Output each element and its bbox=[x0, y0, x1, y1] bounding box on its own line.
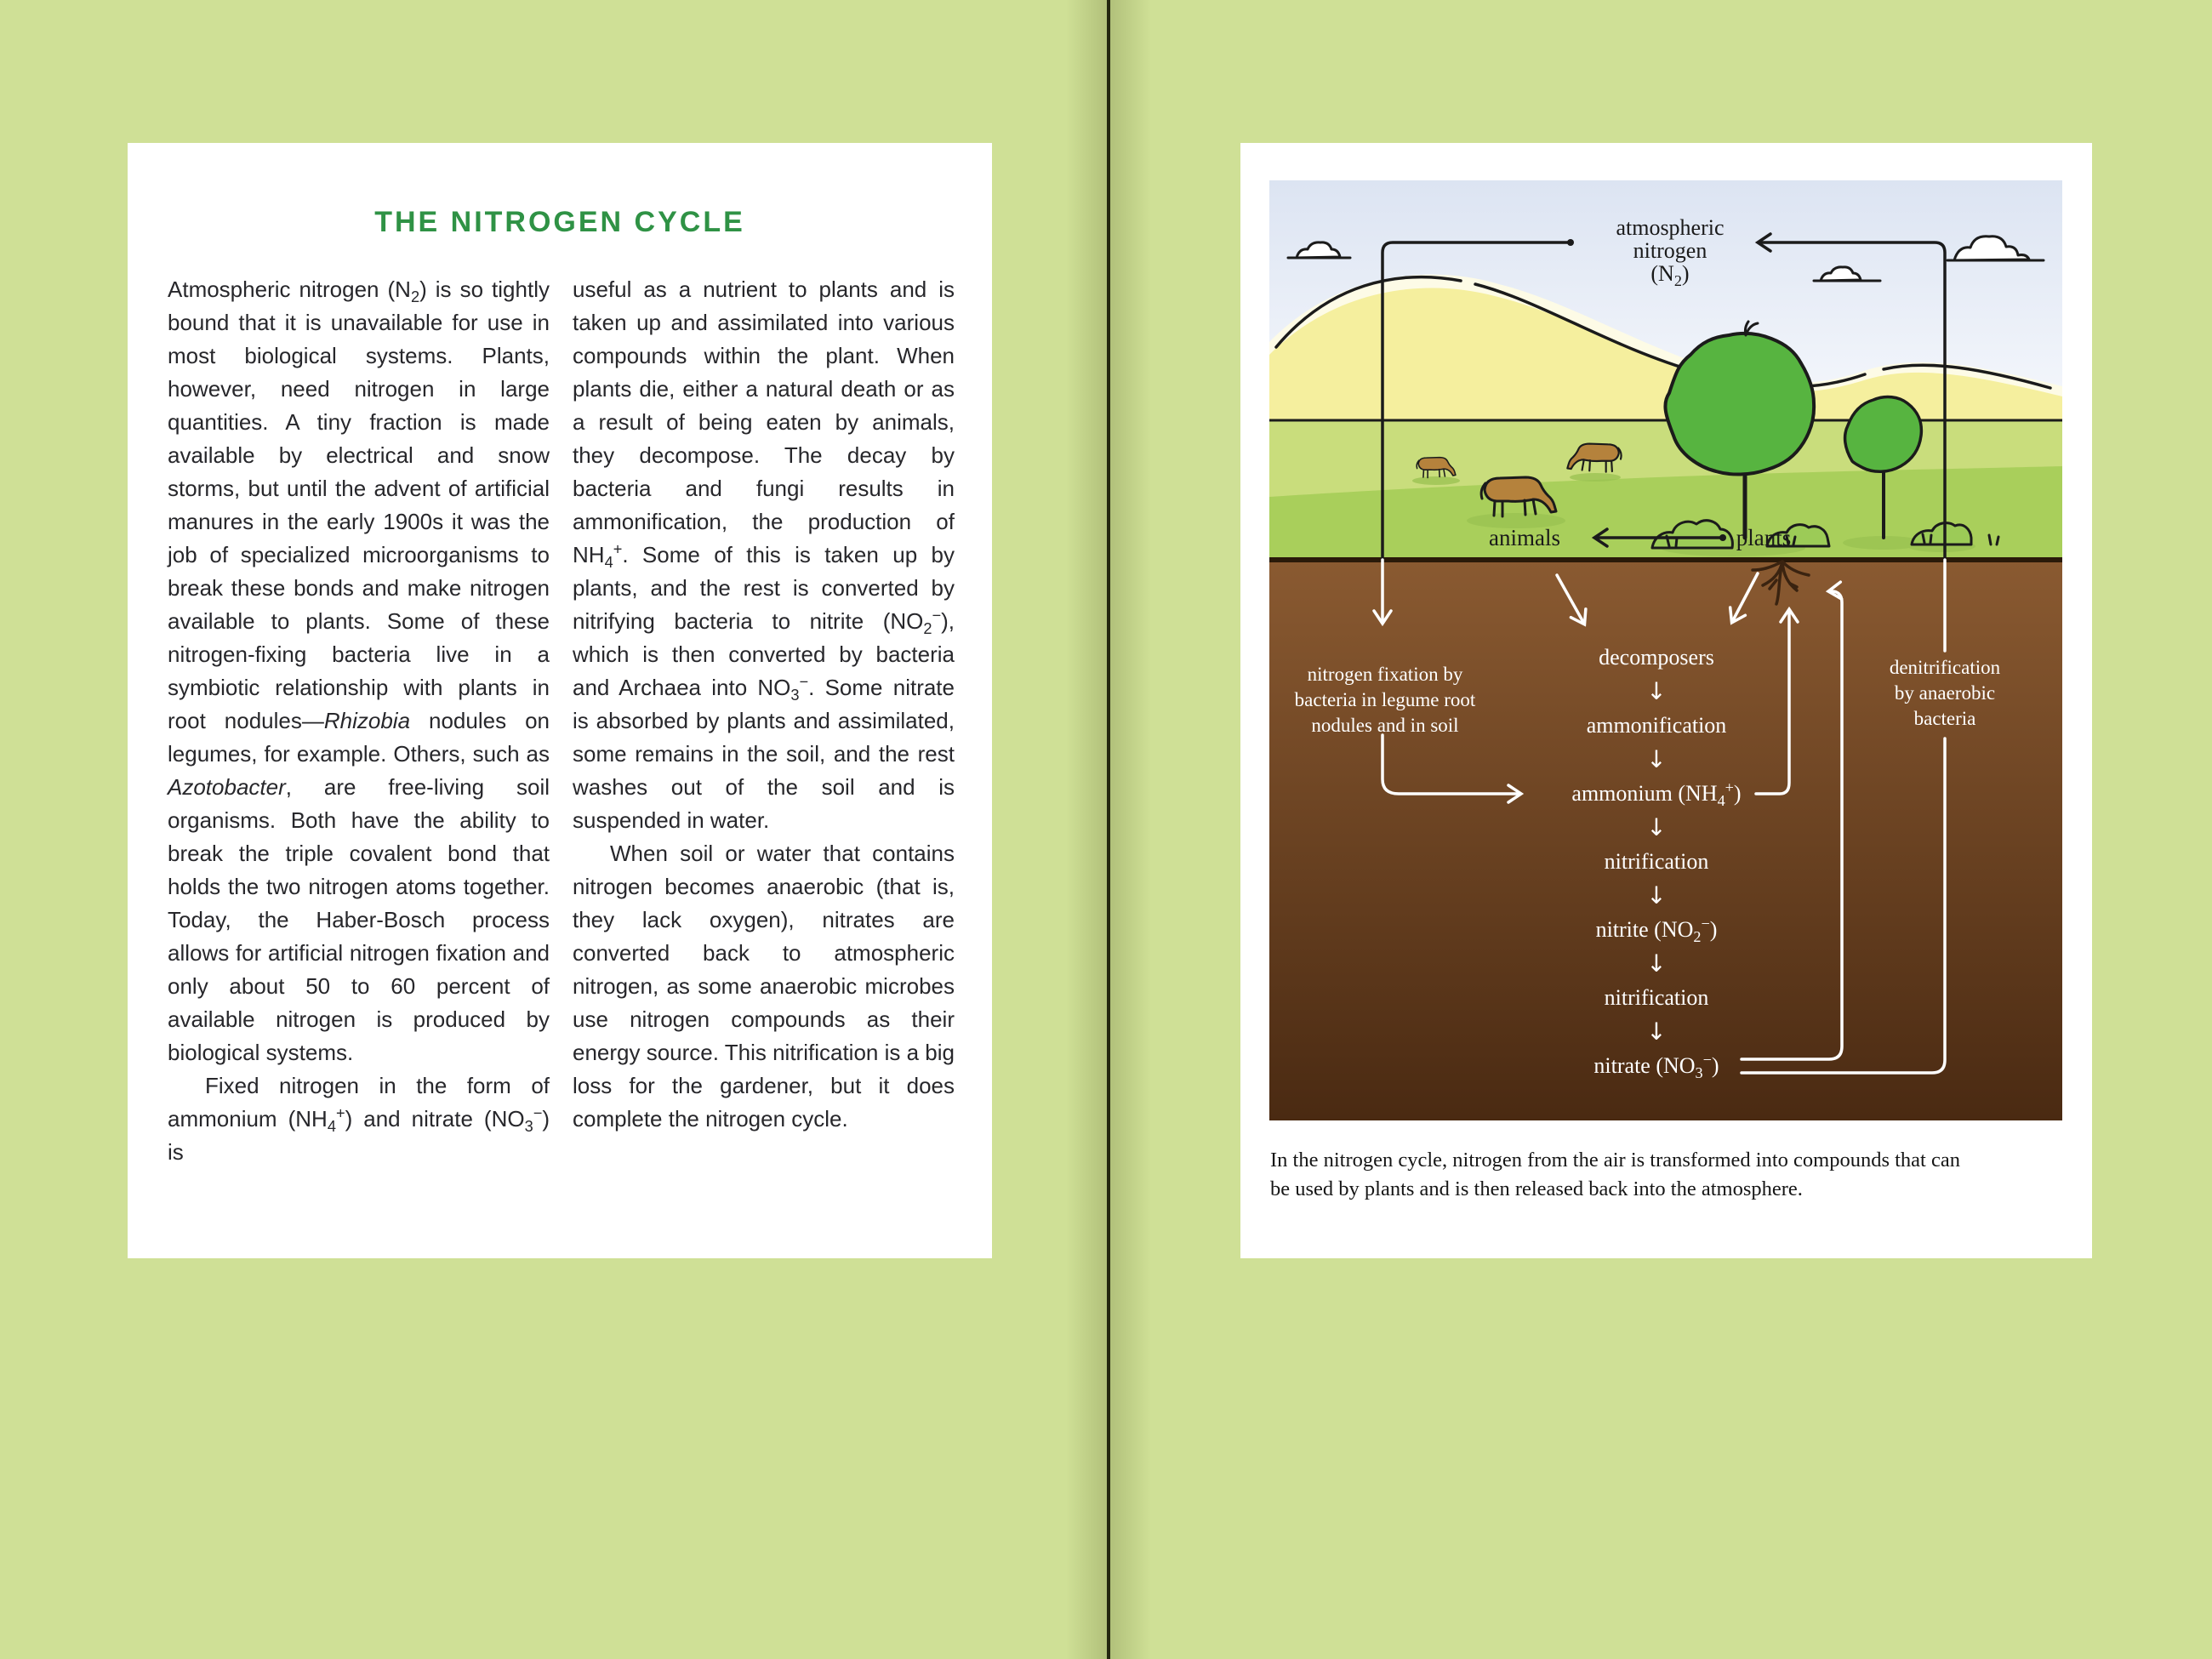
flow-step-label: nitrification bbox=[1604, 985, 1709, 1010]
article-body bbox=[168, 273, 955, 1169]
book-spine bbox=[1107, 0, 1110, 1659]
paragraph: useful as a nutrient to plants and is taken up and assimilated into various compounds within the plant. When plants die, either a natural death or as a result of being eaten by animals, they decompose. The decay by bacteria and fungi results in ammonification, the production of $NH_4^+$. Some of this is taken up by plants, and the rest is converted by nitrifying bacteria to nitrite $(NO_2^-)$, which is then converted by bacteria and Archaea into $NO_3^-$. Some nitrate is absorbed by plants and assimilated, some remains in the soil, and the rest washes out of the soil and is suspended in water. bbox=[573, 276, 955, 833]
article-column-1 bbox=[168, 273, 550, 1169]
nitrogen-cycle-figure bbox=[1269, 180, 2062, 1120]
right-page bbox=[1240, 143, 2092, 1258]
label-atmospheric-nitrogen: atmospheric nitrogen $(N_2)$ bbox=[1616, 215, 1725, 290]
paragraph: Atmospheric nitrogen $(N_2)$ is so tightly bound that it is unavailable for use in most biological systems. Plants, however, need nitrogen in large quantities. A tiny fraction is made available by electrical and snow storms, but until the advent of artificial manures in the early 1900s it was the job of specialized microorganisms to break these bonds and make nitrogen available to plants. Some of these nitrogen-fixing bacteria live in a symbiotic relationship with plants in root nodules—Rhizobia nodules on legumes, for example. Others, such as Azotobacter, are free-living soil organisms. Both have the ability to break the triple covalent bond that holds the two nitrogen atoms together. Today, the Haber-Bosch process allows for artificial nitrogen fixation and only about 50 to 60 percent of available nitrogen is produced by biological systems. bbox=[168, 276, 550, 1065]
down-arrow-icon: ↓ bbox=[1646, 1018, 1667, 1046]
soil-surface-line bbox=[1269, 557, 2062, 562]
gutter-shadow-right bbox=[1110, 0, 1151, 1659]
paragraph: When soil or water that contains nitrogen becomes anaerobic (that is, they lack oxygen), nitrates are converted back to atmospheric nitrogen, as some anaerobic microbes use nitrogen compounds as their energy source. This nitrification is a big loss for the gardener, but it does complete the nitrogen cycle. bbox=[573, 841, 955, 1132]
flow-step-label: nitrite $(NO_2^-)$ bbox=[1595, 915, 1718, 946]
flow-step-label: ammonification bbox=[1586, 713, 1727, 738]
label-denitrification: denitrification by anaerobic bacteria bbox=[1889, 657, 2001, 729]
flow-step-label: decomposers bbox=[1599, 645, 1714, 670]
page-title: THE NITROGEN CYCLE bbox=[374, 206, 745, 238]
left-page bbox=[128, 143, 992, 1258]
figure-caption: In the nitrogen cycle, nitrogen from the air is transformed into compounds that can be used by plants and is then released back into the atmosphere. bbox=[1270, 1149, 1960, 1200]
flow-step-label: nitrification bbox=[1604, 849, 1709, 874]
label-nitrogen-fixation: nitrogen fixation by bacteria in legume root nodules and in soil bbox=[1294, 664, 1476, 736]
down-arrow-icon: ↓ bbox=[1646, 745, 1667, 773]
label-plants: plants bbox=[1736, 525, 1792, 550]
label-animals: animals bbox=[1489, 525, 1560, 550]
article-column-2 bbox=[573, 273, 955, 1169]
flow-step-label: nitrate $(NO_3^-)$ bbox=[1593, 1051, 1719, 1082]
down-arrow-icon: ↓ bbox=[1646, 677, 1667, 705]
paragraph: Fixed nitrogen in the form of ammonium $(NH_4^+)$ and nitrate $(NO_3^-)$ is bbox=[168, 1073, 550, 1165]
down-arrow-icon: ↓ bbox=[1646, 881, 1667, 909]
down-arrow-icon: ↓ bbox=[1646, 813, 1667, 841]
down-arrow-icon: ↓ bbox=[1646, 949, 1667, 978]
gutter-shadow-left bbox=[1066, 0, 1107, 1659]
soil-flow-chain bbox=[1520, 645, 1793, 1082]
flow-step-label: ammonium $(NH_4^+)$ bbox=[1571, 778, 1742, 810]
